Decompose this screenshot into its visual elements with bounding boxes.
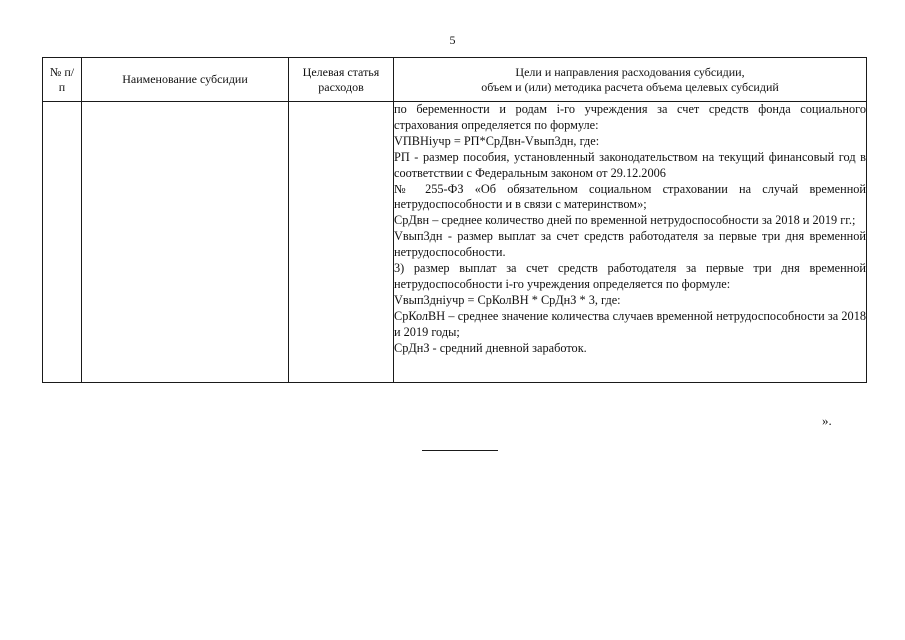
goals-paragraph: СрКолВН – среднее значение количества случаев временной нетрудоспособности за 2018 и 2019 годы;: [394, 308, 866, 339]
cell-number: [43, 102, 82, 383]
goals-paragraph: СрДнЗ - средний дневной заработок.: [394, 340, 587, 355]
cell-target-article: [289, 102, 394, 383]
goals-paragraph: 3) размер выплат за счет средств работодателя за первые три дня временной нетрудоспособности i-го учреждения определяется по формуле:: [394, 261, 866, 291]
goals-formula: VПВНiучр = РП*СрДвн-Vвып3дн, где:: [394, 133, 600, 148]
subsidy-table: [42, 57, 867, 383]
table-row: [43, 102, 867, 383]
header-goals: [394, 58, 867, 102]
goals-paragraph: РП - размер пособия, установленный законодательством на текущий финансовый год в соответствии с Федеральным законом от 29.12.2006: [394, 149, 866, 180]
end-separator-line: [422, 450, 498, 451]
cell-goals: [394, 102, 867, 383]
goals-paragraph: № 255-ФЗ «Об обязательном социальном страховании на случай временной нетрудоспособности и в связи с материнством»;: [394, 181, 866, 212]
page-number: 5: [449, 33, 456, 47]
table-header: [43, 58, 867, 102]
header-subsidy-name: Наименование субсидии: [82, 58, 289, 102]
goals-paragraph: СрДвн – среднее количество дней по временной нетрудоспособности за 2018 и 2019 гг.;: [394, 213, 856, 228]
header-number: № п/п: [43, 58, 82, 102]
cell-subsidy-name: [82, 102, 289, 383]
goals-paragraph: по беременности и родам i-го учреждения за счет средств фонда социального страхования определяется по формуле:: [394, 102, 866, 132]
goals-paragraph: Vвып3дн - размер выплат за счет средств работодателя за первые три дня временной нетрудоспособности.: [394, 229, 866, 260]
header-goals-line-1: Цели и направления расходования субсидии,: [515, 64, 745, 79]
closing-quote: ».: [822, 413, 832, 428]
header-goals-line-2: объем и (или) методика расчета объема целевых субсидий: [481, 79, 779, 94]
header-row: [43, 58, 867, 102]
header-target-article: Целевая статья расходов: [289, 58, 394, 102]
goals-formula: Vвып3днiучр = СрКолВН * СрДнЗ * 3, где:: [394, 292, 621, 307]
